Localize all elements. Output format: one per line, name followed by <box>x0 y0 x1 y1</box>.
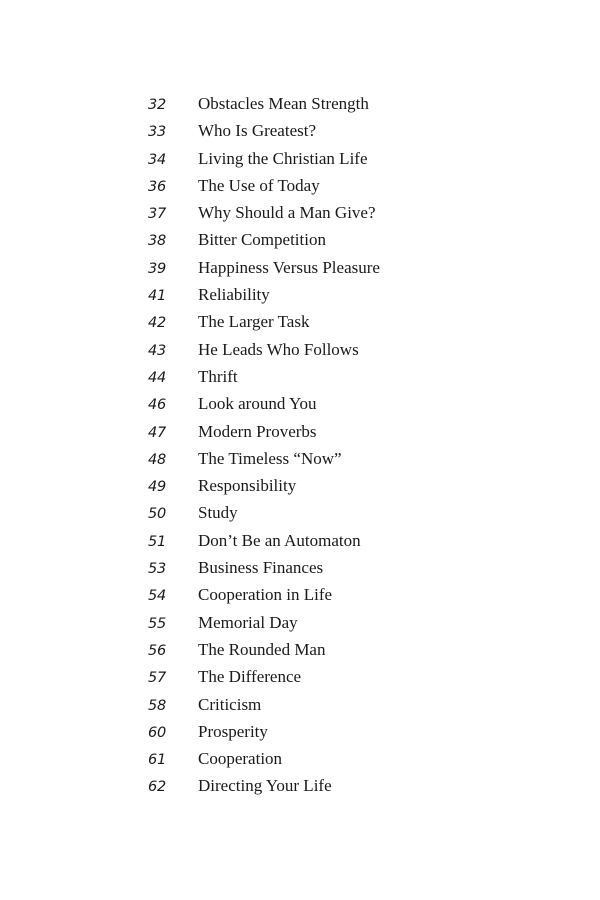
toc-entry <box>148 226 380 253</box>
toc-page-number: 43 <box>148 342 167 359</box>
toc-entry-title: Study <box>198 503 238 523</box>
toc-entry <box>148 445 380 472</box>
toc-entry-title: The Difference <box>198 667 302 687</box>
table-of-contents <box>148 90 380 800</box>
toc-page-number: 36 <box>148 178 167 195</box>
toc-entry <box>148 418 380 445</box>
toc-page-number: 55 <box>148 615 167 632</box>
toc-page-number: 44 <box>148 369 167 386</box>
toc-entry <box>148 691 380 718</box>
toc-entry-title: Obstacles Mean Strength <box>198 94 369 113</box>
toc-page-number: 33 <box>148 124 167 141</box>
toc-entry <box>148 581 380 608</box>
toc-entry <box>148 472 380 499</box>
toc-entry <box>148 254 380 281</box>
toc-entry-title: Who Is Greatest? <box>198 121 317 141</box>
toc-entry <box>148 499 380 526</box>
toc-page-number: 54 <box>148 588 167 605</box>
toc-entry <box>148 527 380 554</box>
toc-entry-title: Cooperation in Life <box>198 585 333 605</box>
toc-entry <box>148 363 380 390</box>
toc-entry <box>148 718 380 745</box>
toc-entry <box>148 554 380 581</box>
toc-page-number: 32 <box>148 97 167 113</box>
toc-page-number: 42 <box>148 315 167 332</box>
toc-entry-title: The Use of Today <box>198 175 320 195</box>
toc-page-number: 58 <box>148 697 167 714</box>
toc-entry-title: Happiness Versus Pleasure <box>198 257 380 277</box>
toc-entry-title: Prosperity <box>198 721 268 741</box>
toc-entry-title: Responsibility <box>198 476 297 496</box>
toc-page-number: 61 <box>148 752 167 769</box>
toc-page-number: 37 <box>148 206 167 223</box>
toc-page-number: 46 <box>148 397 167 414</box>
toc-page-number: 56 <box>148 642 167 659</box>
toc-entry <box>148 199 380 226</box>
toc-entry <box>148 90 380 117</box>
toc-entry <box>148 745 380 772</box>
toc-entry-title: The Timeless “Now” <box>198 448 342 468</box>
toc-entry-title: The Larger Task <box>198 312 310 332</box>
toc-page-number: 60 <box>148 724 167 741</box>
toc-entry-title: Bitter Competition <box>198 230 326 250</box>
toc-entry-title: Why Should a Man Give? <box>198 203 376 223</box>
toc-page-number: 62 <box>148 779 167 796</box>
toc-entry <box>148 308 380 335</box>
toc-entry-title: Living the Christian Life <box>198 148 368 168</box>
toc-page-number: 47 <box>148 424 167 441</box>
toc-entry <box>148 145 380 172</box>
toc-page-number: 41 <box>148 288 167 305</box>
toc-entry <box>148 281 380 308</box>
toc-page-number: 34 <box>148 151 167 168</box>
toc-page-number: 53 <box>148 561 167 578</box>
toc-page-number: 50 <box>148 506 167 523</box>
toc-entry <box>148 609 380 636</box>
toc-entry <box>148 117 380 144</box>
toc-entry <box>148 390 380 417</box>
toc-entry-title: Directing Your Life <box>198 776 332 796</box>
toc-entry-title: Cooperation <box>198 749 283 769</box>
toc-page-number: 38 <box>148 233 167 250</box>
toc-entry-title: He Leads Who Follows <box>198 339 359 359</box>
toc-entry-title: Business Finances <box>198 558 324 578</box>
toc-entry-title: The Rounded Man <box>198 639 326 659</box>
toc-entry-title: Don’t Be an Automaton <box>198 530 361 550</box>
toc-entry-title: Look around You <box>198 394 317 414</box>
toc-page-number: 39 <box>148 260 167 277</box>
toc-entry <box>148 663 380 690</box>
toc-entry <box>148 336 380 363</box>
toc-entry <box>148 636 380 663</box>
toc-page-number: 49 <box>148 479 167 496</box>
toc-entry-title: Reliability <box>198 285 270 305</box>
toc-entry <box>148 772 380 799</box>
toc-entry-title: Memorial Day <box>198 612 298 632</box>
toc-entry <box>148 172 380 199</box>
toc-entry-title: Thrift <box>198 366 238 386</box>
toc-entry-title: Modern Proverbs <box>198 421 317 441</box>
toc-page-number: 51 <box>148 533 167 550</box>
toc-page-number: 48 <box>148 451 167 468</box>
toc-page-number: 57 <box>148 670 167 687</box>
toc-entry-title: Criticism <box>198 694 262 714</box>
